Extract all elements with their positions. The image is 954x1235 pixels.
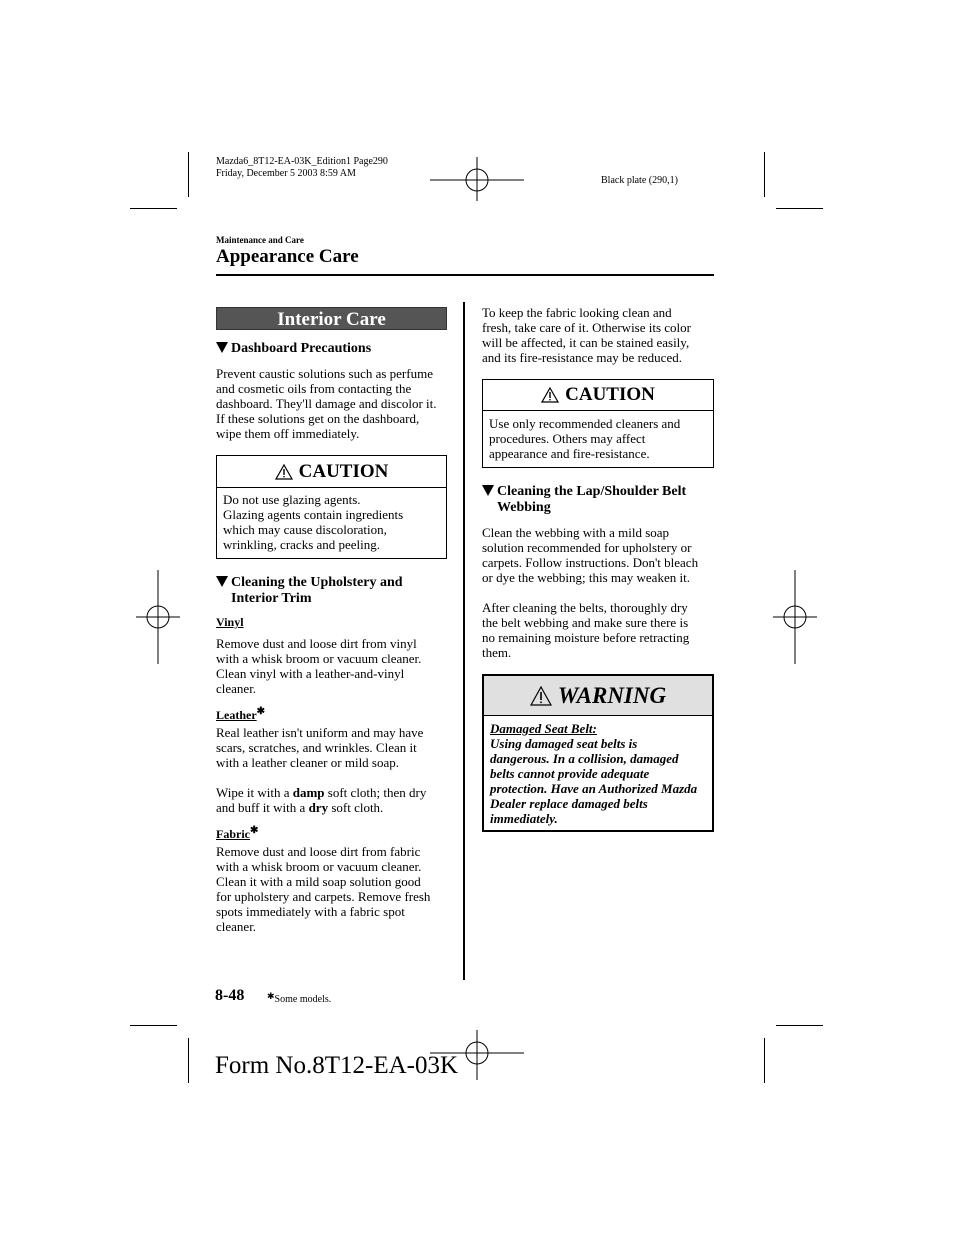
- dashboard-text: Prevent caustic solutions such as perfume and cosmetic oils from contacting the dashboard. They'll damage and discolor it. If these solutions get on the dashboard, wipe them off immediately.: [216, 366, 437, 441]
- warning-title: WARNING: [557, 682, 667, 708]
- triangle-bullet-icon: [216, 576, 228, 587]
- crop-mark: [188, 1038, 189, 1083]
- date-line: Friday, December 5 2003 8:59 AM: [216, 168, 356, 179]
- fabric-label: Fabric✱: [216, 825, 259, 841]
- fabric-text: Remove dust and loose dirt from fabric with a whisk broom or vacuum cleaner. Clean it with a mild soap solution good for upholstery and carpets. Remove fresh spots immediately with a fabric spot cleaner.: [216, 844, 431, 934]
- triangle-bullet-icon: [216, 342, 228, 353]
- wipe-text: Wipe it with a damp soft cloth; then dry and buff it with a dry soft cloth.: [216, 785, 427, 815]
- dashboard-heading: Dashboard Precautions: [216, 341, 371, 357]
- fabric-intro-text: To keep the fabric looking clean and fresh, take care of it. Otherwise its color will be affected, it can be stained easily, and its fire-resistance may be reduced.: [482, 305, 692, 365]
- caution-body: Do not use glazing agents. Glazing agents contain ingredients which may cause discoloration, wrinkling, cracks and peeling.: [223, 492, 404, 552]
- belt-text-2: After cleaning the belts, thoroughly dry the belt webbing and make sure there is no remaining moisture before retracting them.: [482, 600, 690, 660]
- vinyl-text: Remove dust and loose dirt from vinyl with a whisk broom or vacuum cleaner. Clean vinyl with a leather-and-vinyl cleaner.: [216, 636, 422, 696]
- registration-mark-left: [136, 570, 180, 664]
- print-file-info: [216, 156, 388, 180]
- registration-mark-right: [773, 570, 817, 664]
- belt-text-1: Clean the webbing with a mild soap solution recommended for upholstery or carpets. Follow instructions. Don't bleach or dye the webbing; this may weaken it.: [482, 525, 699, 585]
- registration-mark-top: [430, 157, 524, 201]
- upholstery-heading: Cleaning the Upholstery and Interior Trim: [216, 575, 403, 607]
- caution-body: Use only recommended cleaners and procedures. Others may affect appearance and fire-resistance.: [489, 416, 681, 461]
- vinyl-label: Vinyl: [216, 615, 244, 629]
- caution-header: [483, 380, 713, 411]
- crop-mark: [130, 1025, 177, 1026]
- interior-care-banner: Interior Care: [216, 307, 447, 330]
- asterisk-icon: ✱: [256, 706, 266, 717]
- leather-label: Leather✱: [216, 706, 266, 722]
- header-rule: [216, 274, 714, 276]
- warning-header: [484, 676, 712, 716]
- warning-box: [482, 674, 714, 832]
- crop-mark: [764, 152, 765, 197]
- triangle-bullet-icon: [482, 485, 494, 496]
- warning-subtitle: Damaged Seat Belt:: [490, 721, 597, 736]
- warning-triangle-icon: [541, 387, 559, 403]
- column-divider: [463, 302, 465, 980]
- warning-body: Damaged Seat Belt: Using damaged seat belts is dangerous. In a collision, damaged belts cannot provide adequate protection. Have an Authorized Mazda Dealer replace damaged belts immediately.: [484, 716, 712, 826]
- caution-box-right: [482, 379, 714, 468]
- crop-mark: [188, 152, 189, 197]
- belt-heading: Cleaning the Lap/Shoulder Belt Webbing: [482, 484, 686, 516]
- crop-mark: [776, 1025, 823, 1026]
- caution-header: [217, 456, 446, 488]
- leather-text: Real leather isn't uniform and may have scars, scratches, and wrinkles. Clean it with a leather cleaner or mild soap.: [216, 725, 424, 770]
- file-line: Mazda6_8T12-EA-03K_Edition1 Page290: [216, 156, 388, 167]
- caution-box-left: [216, 455, 447, 559]
- plate-info: Black plate (290,1): [601, 175, 678, 186]
- warning-triangle-icon: [530, 686, 552, 706]
- crop-mark: [130, 208, 177, 209]
- page-number: 8-48: [215, 987, 245, 1004]
- warning-triangle-icon: [275, 464, 293, 480]
- crop-mark: [764, 1038, 765, 1083]
- section-label: Maintenance and Care: [216, 235, 304, 245]
- asterisk-icon: ✱: [267, 991, 275, 1001]
- caution-title: CAUTION: [565, 384, 655, 405]
- crop-mark: [776, 208, 823, 209]
- form-number: Form No.8T12-EA-03K: [215, 1052, 459, 1079]
- footnote: ✱Some models.: [267, 991, 332, 1005]
- page-title: Appearance Care: [216, 246, 359, 267]
- asterisk-icon: ✱: [250, 825, 259, 836]
- caution-title: CAUTION: [298, 460, 389, 482]
